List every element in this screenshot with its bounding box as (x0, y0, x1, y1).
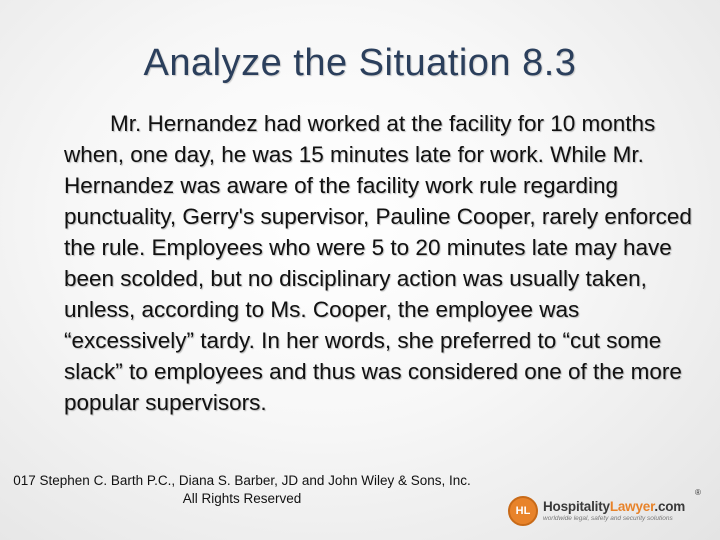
logo-text (543, 500, 685, 523)
logo-word-part-1: Hospitality (543, 498, 610, 514)
slide-title: Analyze the Situation 8.3 (143, 42, 577, 84)
copyright-line-1: 017 Stephen C. Barth P.C., Diana S. Barber, JD and John Wiley & Sons, Inc. (13, 473, 471, 488)
slide-body-text: Mr. Hernandez had worked at the facility for 10 months when, one day, he was 15 minutes late for work. While Mr. Hernandez was aware of the facility work rule regarding punctuality, Gerry's supervisor, Pauline Cooper, rarely enforced the rule. Employees who were 5 to 20 minutes late may have been scolded, but no disciplinary action was usually taken, unless, according to Ms. Cooper, the employee was “excessively” tardy. In her words, she preferred to “cut some slack” to employees and thus was considered one of the more popular supervisors. (64, 111, 692, 415)
logo-word-part-2: Lawyer (609, 498, 655, 514)
copyright-line-2: All Rights Reserved (182, 491, 302, 506)
copyright-footer (0, 472, 490, 508)
hospitality-lawyer-logo (508, 494, 704, 528)
logo-tagline: worldwide legal, safety and security solutions (543, 514, 673, 522)
logo-wordmark (543, 500, 685, 514)
hl-logo-icon: HL (508, 496, 538, 526)
logo-word-part-3: .com (654, 498, 686, 514)
registered-mark: ® (695, 488, 701, 497)
